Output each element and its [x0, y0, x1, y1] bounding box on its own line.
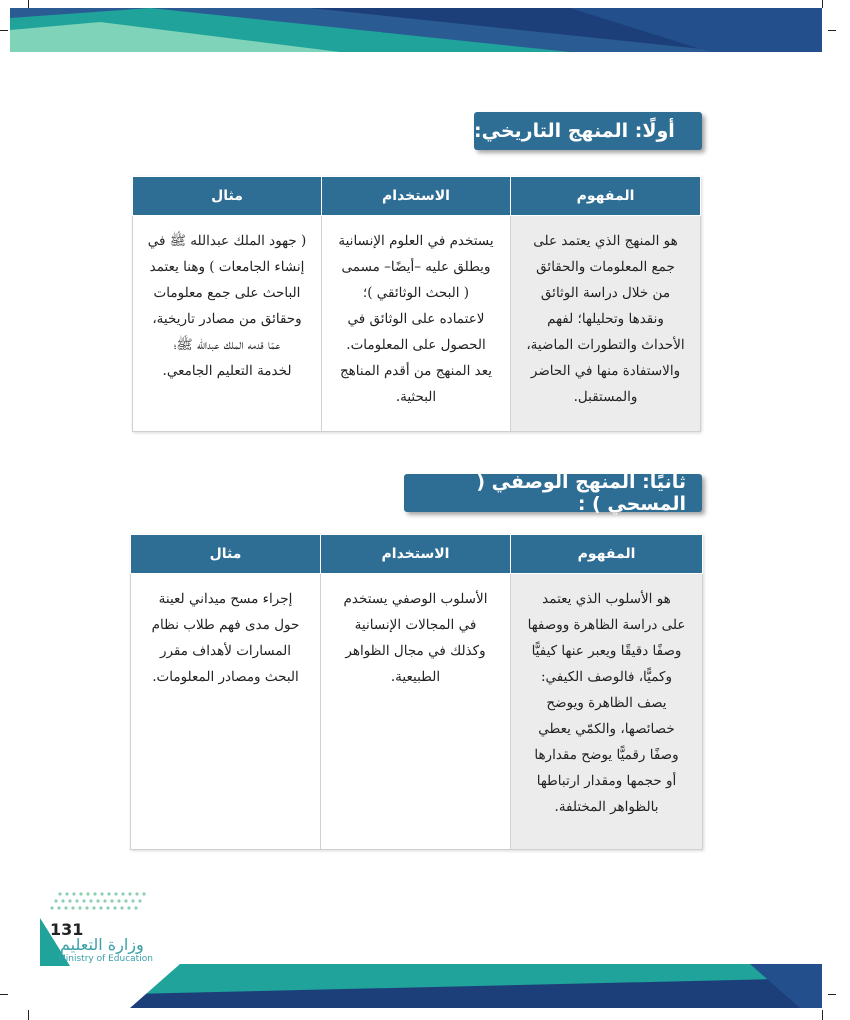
- header-usage: الاستخدام: [322, 177, 511, 216]
- table-header-row: [133, 177, 701, 216]
- example-cell: ( جهود الملك عبدالله ﷺ في إنشاء الجامعات ) وهنا يعتمد الباحث على جمع معلومات وحقائق من مصادر تاريخية، عمّا قدمه الملك عبدالله ﷺ؛ لخدمة التعليم الجامعي.: [133, 216, 322, 432]
- usage-cell: الأسلوب الوصفي يستخدم في المجالات الإنسانية وكذلك في مجال الظواهر الطبيعية.: [321, 574, 511, 850]
- crop-mark: [822, 1010, 823, 1020]
- page-number: 131: [50, 920, 84, 939]
- crop-mark: [28, 0, 29, 8]
- header-usage: الاستخدام: [321, 535, 511, 574]
- header-example: مثال: [133, 177, 322, 216]
- descriptive-method-table: [130, 534, 703, 850]
- crop-mark: [0, 30, 8, 31]
- bottom-decorative-band: [10, 964, 822, 1008]
- table-row: [131, 574, 703, 850]
- header-concept: المفهوم: [511, 177, 701, 216]
- ministry-name-arabic: وزارة التعليم: [60, 935, 144, 954]
- table-row: [133, 216, 701, 432]
- crop-mark: [828, 994, 836, 995]
- header-example: مثال: [131, 535, 321, 574]
- concept-cell: هو المنهج الذي يعتمد على جمع المعلومات والحقائق من خلال دراسة الوثائق ونقدها وتحليلها؛ لفهم الأحداث والتطورات الماضية، والاستفادة منها في الحاضر والمستقبل.: [511, 216, 701, 432]
- top-decorative-band: [10, 8, 822, 52]
- table-header-row: [131, 535, 703, 574]
- crop-mark: [828, 30, 836, 31]
- concept-cell: هو الأسلوب الذي يعتمد على دراسة الظاهرة ووصفها وصفًا دقيقًا ويعبر عنها كيفيًّا وكميًّا، فالوصف الكيفي: يصف الظاهرة ويوضح خصائصها، والكمّي يعطي وصفًا رقميًّا يوضح مقدارها أو حجمها ومقدار ارتباطها بالظواهر المختلفة.: [511, 574, 703, 850]
- header-concept: المفهوم: [511, 535, 703, 574]
- section-title-descriptive: ثانيًا: المنهج الوصفي ( المسحي ) :: [404, 474, 702, 512]
- example-cell: إجراء مسح ميداني لعينة حول مدى فهم طلاب نظام المسارات لأهداف مقرر البحث ومصادر المعلومات.: [131, 574, 321, 850]
- crop-mark: [0, 994, 8, 995]
- historical-method-table: [132, 176, 701, 432]
- ministry-name-english: Ministry of Education: [58, 954, 153, 964]
- crop-mark: [822, 0, 823, 8]
- section-title-historical: أولًا: المنهج التاريخي:: [474, 112, 702, 150]
- crop-mark: [28, 1010, 29, 1020]
- usage-cell: يستخدم في العلوم الإنسانية ويطلق عليه –أيضًا– مسمى ( البحث الوثائقي )؛ لاعتماده على الوثائق في الحصول على المعلومات. يعد المنهج من أقدم المناهج البحثية.: [322, 216, 511, 432]
